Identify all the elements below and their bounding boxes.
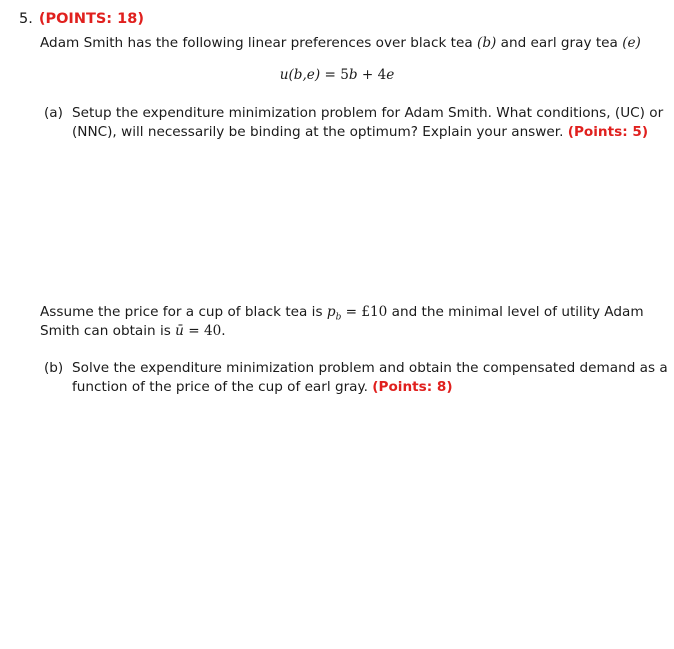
intro-var-b: (b) [477, 35, 497, 51]
intro-and: and earl gray tea [500, 35, 618, 51]
part-a [44, 104, 664, 142]
assumption-text1: Assume the price for a cup of black tea is [40, 304, 323, 320]
part-b-points: (Points: 8) [372, 379, 453, 395]
assumption-paragraph [40, 303, 642, 341]
utility-equals: = [324, 67, 336, 83]
part-b-text [72, 359, 668, 397]
price-var-p: p [326, 304, 336, 320]
price-val: £10 [361, 304, 388, 320]
price-var [326, 304, 342, 323]
problem-heading [19, 9, 144, 29]
part-b-line1: Solve the expenditure minimization problem and obtain the compensated demand as a [72, 360, 668, 376]
problem-points: (POINTS: 18) [38, 11, 144, 27]
assumption-text3: Smith can obtain is [40, 323, 171, 339]
util-var: ū [175, 323, 184, 339]
utility-var2: e [386, 67, 395, 83]
price-var-sub: b [335, 312, 342, 323]
utility-var1: b [348, 67, 358, 83]
utility-plus: + [361, 67, 374, 83]
util-eq: = [188, 323, 200, 339]
part-a-text [72, 104, 664, 142]
part-a-points: (Points: 5) [567, 124, 649, 140]
part-b-line2-wrap [72, 378, 644, 397]
part-a-label: (a) [44, 105, 63, 121]
problem-number: 5. [19, 11, 33, 27]
part-b-line2: function of the price of the cup of earl gray. [72, 379, 368, 395]
part-a-line2: (NNC), will necessarily be binding at the optimum? Explain your answer. [72, 124, 564, 140]
util-val: 40. [203, 323, 226, 339]
assumption-text2: and the minimal level of utility Adam [391, 304, 644, 320]
assumption-line1 [40, 303, 642, 322]
part-a-line1: Setup the expenditure minimization problem for Adam Smith. What conditions, (UC) or [72, 105, 664, 121]
utility-fn: u [279, 67, 289, 83]
problem-intro [40, 34, 641, 53]
price-eq: = [345, 304, 358, 320]
part-b [44, 359, 668, 397]
part-b-label: (b) [44, 360, 64, 376]
intro-text: Adam Smith has the following linear preferences over black tea [40, 35, 473, 51]
assumption-line2 [40, 322, 642, 341]
utility-coef2: 4 [377, 67, 387, 83]
intro-var-e: (e) [622, 35, 641, 51]
part-a-line2-wrap [72, 123, 649, 142]
utility-equation [0, 66, 674, 85]
utility-args: (b,e) [288, 67, 321, 83]
utility-coef1: 5 [340, 67, 349, 83]
